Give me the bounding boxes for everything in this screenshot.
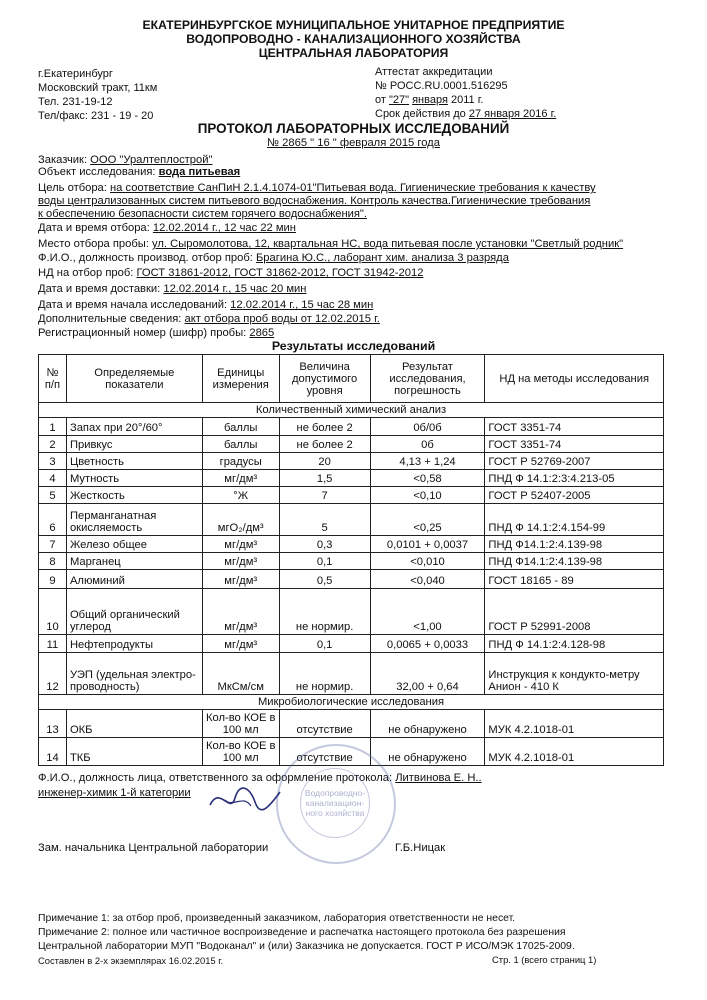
row-result: 0б/0б	[370, 418, 485, 436]
row-limit: 7	[279, 487, 370, 504]
row-result: <0,040	[370, 570, 485, 589]
row-limit: отсутствие	[279, 738, 370, 766]
reg-field	[38, 327, 274, 340]
row-result: не обнаружено	[370, 738, 485, 766]
row-limit: не более 2	[279, 436, 370, 453]
row-limit: 5	[279, 504, 370, 536]
org-name-line3: ЦЕНТРАЛЬНАЯ ЛАБОРАТОРИЯ	[258, 46, 449, 60]
col-header-unit: Единицы измерения	[202, 355, 279, 403]
row-unit: мг/дм³	[202, 553, 279, 570]
row-method: МУК 4.2.1018-01	[485, 710, 664, 738]
row-indicator: Цветность	[66, 453, 202, 470]
row-indicator: Запах при 20°/60°	[66, 418, 202, 436]
row-unit: Кол-во КОЕ в 100 мл	[202, 710, 279, 738]
protocol-title: ПРОТОКОЛ ЛАБОРАТОРНЫХ ИССЛЕДОВАНИЙ	[197, 121, 510, 136]
row-limit: 0,1	[279, 553, 370, 570]
row-indicator: Нефтепродукты	[66, 635, 202, 653]
object-value: вода питьевая	[158, 166, 241, 178]
place-value: ул. Сыромолотова, 12, квартальная НС, вода питьевая после установки "Светлый родник"	[152, 238, 624, 250]
row-unit: Кол-во КОЕ в 100 мл	[202, 738, 279, 766]
protocol-number: № 2865 " 16 " февраля 2015 года	[267, 137, 440, 149]
note-1: Примечание 1: за отбор проб, произведенный заказчиком, лаборатория ответственности не несет.	[38, 913, 516, 924]
row-unit: мгО₂/дм³	[202, 504, 279, 536]
row-unit: баллы	[202, 436, 279, 453]
row-method: МУК 4.2.1018-01	[485, 738, 664, 766]
accreditation-date-year: 2011 г.	[450, 94, 484, 106]
purpose-label: Цель отбора:	[38, 182, 110, 194]
row-number: 10	[39, 589, 67, 635]
table-row	[39, 436, 664, 453]
table-row	[39, 553, 664, 570]
row-unit: мг/дм³	[202, 589, 279, 635]
purpose-value-2	[38, 195, 590, 208]
row-method: ПНД Ф 14.1:2:3:4.213-05	[485, 470, 664, 487]
page-number: Стр. 1 (всего страниц 1)	[492, 954, 597, 965]
row-indicator: Мутность	[66, 470, 202, 487]
start-label: Дата и время начала исследований:	[38, 299, 231, 311]
extra-field	[38, 313, 380, 326]
row-result: не обнаружено	[370, 710, 485, 738]
row-method: ГОСТ 18165 - 89	[485, 570, 664, 589]
row-result: 0,0101 + 0,0037	[370, 536, 485, 553]
row-method: ГОСТ 3351-74	[485, 418, 664, 436]
extra-value: акт отбора проб воды от 12.02.2015 г.	[184, 313, 380, 325]
row-limit: не нормир.	[279, 653, 370, 695]
note-2a: Примечание 2: полное или частичное воспроизведение и распечатка настоящего протокола без разрешения	[38, 927, 566, 938]
row-method: Инструкция к кондукто-метру Анион - 410 К	[485, 653, 664, 695]
accreditation-date-day: "27"	[388, 94, 410, 106]
extra-label: Дополнительные сведения:	[38, 313, 185, 325]
row-indicator: Марганец	[66, 553, 202, 570]
section-micro-label: Микробиологические исследования	[39, 695, 664, 710]
place-field	[38, 238, 623, 251]
row-number: 9	[39, 570, 67, 589]
row-result: 4,13 + 1,24	[370, 453, 485, 470]
sampler-value: Брагина Ю.С., лаборант хим. анализа 3 разряда	[255, 252, 509, 264]
nd-field	[38, 267, 423, 280]
col-header-result: Результат исследования, погрешность	[370, 355, 485, 403]
row-method: ПНД Ф 14.1:2:4.128-98	[485, 635, 664, 653]
row-number: 11	[39, 635, 67, 653]
table-row	[39, 653, 664, 695]
row-indicator: Привкус	[66, 436, 202, 453]
table-row	[39, 536, 664, 553]
place-label: Место отбора пробы:	[38, 238, 153, 250]
delivery-label: Дата и время доставки:	[38, 283, 164, 295]
row-result: <0,25	[370, 504, 485, 536]
row-limit: не нормир.	[279, 589, 370, 635]
row-method: ГОСТ Р 52991-2008	[485, 589, 664, 635]
row-indicator: Перманганатная окисляемость	[66, 504, 202, 536]
customer-value: ООО "Уралтеплострой"	[90, 154, 213, 166]
responsible-label: Ф.И.О., должность лица, ответственного за оформление протокола:	[38, 772, 396, 784]
row-number: 12	[39, 653, 67, 695]
row-method: ПНД Ф 14.1:2:4.154-99	[485, 504, 664, 536]
table-row	[39, 710, 664, 738]
org-name-line2: ВОДОПРОВОДНО - КАНАЛИЗАЦИОННОГО ХОЗЯЙСТВА	[186, 32, 521, 46]
nd-label: НД на отбор проб:	[38, 267, 137, 279]
responsible-title: инженер-химик 1-й категории	[38, 787, 191, 799]
row-limit: 1,5	[279, 470, 370, 487]
purpose-value-1: на соответствие СанПиН 2.1.4.1074-01"Питьевая вода. Гигиенические требования к качеству	[109, 182, 596, 194]
row-indicator: УЭП (удельная электро-проводность)	[66, 653, 202, 695]
row-unit: мг/дм³	[202, 570, 279, 589]
purpose-value-2-text: воды централизованных систем питьевого водоснабжения. Контроль качества.Гигиенические требования	[38, 195, 591, 207]
deputy-name: Г.Б.Ницак	[395, 842, 446, 854]
object-label: Объект исследования:	[38, 166, 159, 178]
row-result: 32,00 + 0,64	[370, 653, 485, 695]
row-number: 14	[39, 738, 67, 766]
row-result: <1,00	[370, 589, 485, 635]
row-number: 8	[39, 553, 67, 570]
table-row	[39, 470, 664, 487]
sampling-date-label: Дата и время отбора:	[38, 222, 153, 234]
section-row-chem	[39, 403, 664, 418]
row-method: ГОСТ Р 52407-2005	[485, 487, 664, 504]
col-header-method: НД на методы исследования	[485, 355, 664, 403]
col-header-limit: Величина допустимого уровня	[279, 355, 370, 403]
object-field	[38, 166, 240, 179]
table-row	[39, 635, 664, 653]
row-indicator: Алюминий	[66, 570, 202, 589]
row-result: <0,010	[370, 553, 485, 570]
accreditation-valid-date: 27 января 2016 г.	[468, 108, 557, 120]
accreditation-valid-prefix: Срок действия до	[375, 108, 469, 120]
row-method: ГОСТ Р 52769-2007	[485, 453, 664, 470]
row-result: 0,0065 + 0,0033	[370, 635, 485, 653]
row-number: 4	[39, 470, 67, 487]
row-number: 13	[39, 710, 67, 738]
delivery-value: 12.02.2014 г., 15 час 20 мин	[163, 283, 307, 295]
copies-note: Составлен в 2-х экземплярах 16.02.2015 г.	[38, 955, 224, 966]
row-unit: мг/дм³	[202, 470, 279, 487]
row-result: 0б	[370, 436, 485, 453]
table-row	[39, 418, 664, 436]
table-row	[39, 453, 664, 470]
table-row	[39, 504, 664, 536]
sampler-label: Ф.И.О., должность производ. отбор проб:	[38, 252, 256, 264]
purpose-field	[38, 182, 596, 195]
row-unit: баллы	[202, 418, 279, 436]
start-value: 12.02.2014 г., 15 час 28 мин	[230, 299, 374, 311]
row-number: 7	[39, 536, 67, 553]
row-result: <0,10	[370, 487, 485, 504]
sampler-field	[38, 252, 509, 265]
org-name-line1: ЕКАТЕРИНБУРГСКОЕ МУНИЦИПАЛЬНОЕ УНИТАРНОЕ ПРЕДПРИЯТИЕ	[142, 18, 565, 32]
table-header-row	[39, 355, 664, 403]
row-unit: мг/дм³	[202, 635, 279, 653]
sampling-date-value: 12.02.2014 г., 12 час 22 мин	[152, 222, 296, 234]
row-limit: 0,1	[279, 635, 370, 653]
row-number: 6	[39, 504, 67, 536]
results-title: Результаты исследований	[271, 339, 436, 353]
row-method: ПНД Ф14.1:2:4.139-98	[485, 553, 664, 570]
row-unit: МкСм/см	[202, 653, 279, 695]
city: г.Екатеринбург	[38, 68, 113, 80]
section-row-micro	[39, 695, 664, 710]
street: Московский тракт, 11км	[38, 82, 158, 94]
row-limit: 20	[279, 453, 370, 470]
row-result: <0,58	[370, 470, 485, 487]
accreditation-number: № РОСС.RU.0001.516295	[375, 80, 508, 92]
purpose-value-3-text: к обеспечению безопасности систем горячего водоснабжения".	[38, 208, 368, 220]
table-row	[39, 487, 664, 504]
reg-label: Регистрационный номер (шифр) пробы:	[38, 327, 250, 339]
row-limit: 0,3	[279, 536, 370, 553]
row-limit: отсутствие	[279, 710, 370, 738]
fax: Тел/факс: 231 - 19 - 20	[38, 110, 154, 122]
row-unit: градусы	[202, 453, 279, 470]
row-indicator: Общий органический углерод	[66, 589, 202, 635]
nd-value: ГОСТ 31861-2012, ГОСТ 31862-2012, ГОСТ 31942-2012	[136, 267, 424, 279]
row-indicator: ТКБ	[66, 738, 202, 766]
row-number: 5	[39, 487, 67, 504]
row-indicator: Железо общее	[66, 536, 202, 553]
col-header-indicator: Определяемые показатели	[66, 355, 202, 403]
sampling-date-field	[38, 222, 296, 235]
customer-label: Заказчик:	[38, 154, 91, 166]
accreditation-title: Аттестат аккредитации	[375, 66, 493, 78]
table-row	[39, 570, 664, 589]
row-unit: °Ж	[202, 487, 279, 504]
customer-field	[38, 154, 212, 167]
seal-stamp	[276, 744, 396, 864]
seal-stamp-text: Водопроводно-канализацион-ного хозяйства	[300, 768, 370, 838]
row-indicator: Жесткость	[66, 487, 202, 504]
responsible-value: Литвинова Е. Н..	[395, 772, 482, 784]
row-number: 3	[39, 453, 67, 470]
reg-value: 2865	[249, 327, 275, 339]
row-limit: 0,5	[279, 570, 370, 589]
phone: Тел. 231-19-12	[38, 96, 113, 108]
results-table	[38, 354, 664, 766]
accreditation-date	[375, 94, 483, 108]
row-number: 2	[39, 436, 67, 453]
row-limit: не более 2	[279, 418, 370, 436]
accreditation-valid	[375, 108, 556, 122]
accreditation-date-month: января	[412, 94, 448, 106]
purpose-value-3	[38, 208, 367, 221]
table-row	[39, 589, 664, 635]
row-unit: мг/дм³	[202, 536, 279, 553]
row-method: ГОСТ 3351-74	[485, 436, 664, 453]
accreditation-date-prefix: от	[375, 94, 389, 106]
signature-image	[205, 780, 285, 818]
deputy-label: Зам. начальника Центральной лаборатории	[38, 842, 269, 854]
delivery-field	[38, 283, 306, 296]
row-indicator: ОКБ	[66, 710, 202, 738]
row-number: 1	[39, 418, 67, 436]
section-chem-label: Количественный химический анализ	[39, 403, 664, 418]
row-method: ПНД Ф14.1:2:4.139-98	[485, 536, 664, 553]
note-2b: Центральной лаборатории МУП "Водоканал" и (или) Заказчика не допускается. ГОСТ Р ИСО/МЭК 17025-2009.	[38, 941, 575, 952]
start-field	[38, 299, 373, 312]
col-header-number: № п/п	[39, 355, 67, 403]
